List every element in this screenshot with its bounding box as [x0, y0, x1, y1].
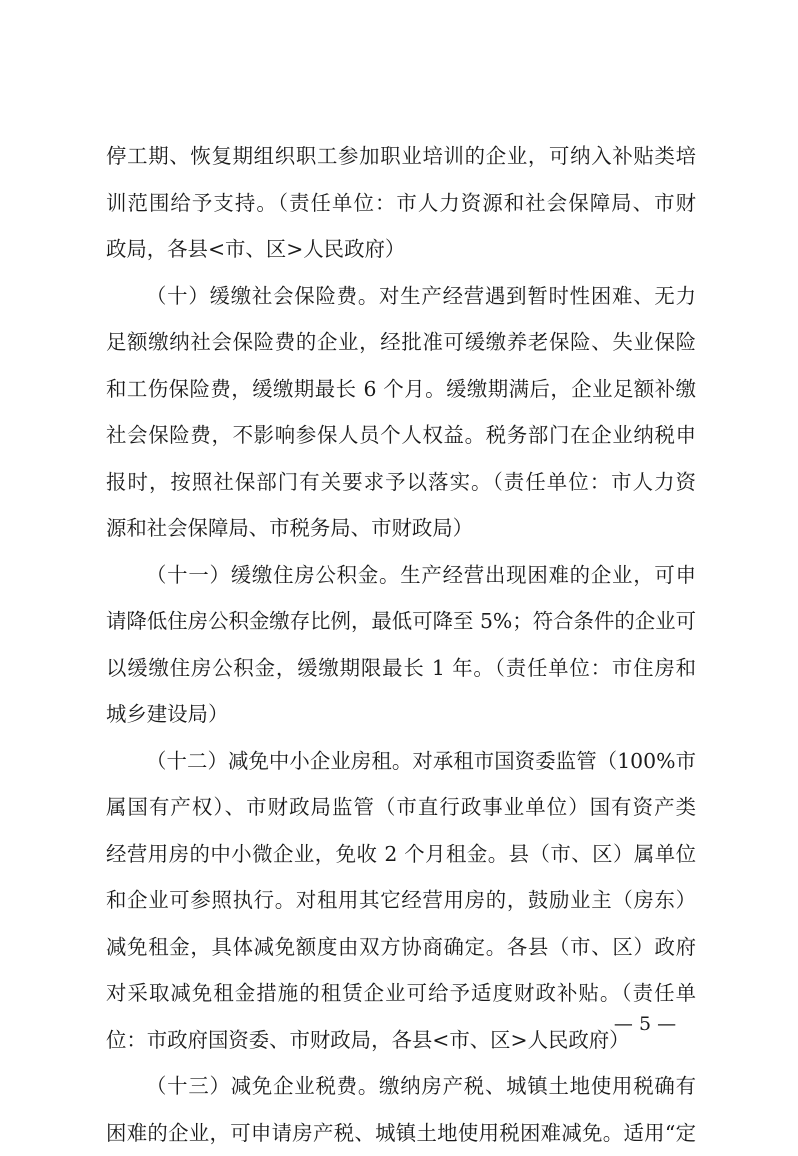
text-line: 城乡建设局） [106, 691, 696, 738]
text-line: 请降低住房公积金缴存比例，最低可降至 5%；符合条件的企业可 [106, 598, 696, 645]
text-line: 减免租金，具体减免额度由双方协商确定。各县（市、区）政府 [106, 924, 696, 971]
text-line: 训范围给予支持。（责任单位：市人力资源和社会保障局、市财 [106, 180, 696, 227]
text-line: 经营用房的中小微企业，免收 2 个月租金。县（市、区）属单位 [106, 831, 696, 878]
body-text [106, 133, 696, 1156]
text-line: （十一）缓缴住房公积金。生产经营出现困难的企业，可申 [106, 552, 696, 599]
text-line: 位：市政府国资委、市财政局，各县<市、区>人民政府） [106, 1017, 696, 1064]
text-line: 和企业可参照执行。对租用其它经营用房的，鼓励业主（房东） [106, 877, 696, 924]
text-line: 属国有产权）、市财政局监管（市直行政事业单位）国有资产类 [106, 784, 696, 831]
text-line: （十三）减免企业税费。缴纳房产税、城镇土地使用税确有 [106, 1063, 696, 1110]
text-line: 社会保险费，不影响参保人员个人权益。税务部门在企业纳税申 [106, 412, 696, 459]
text-line: 源和社会保障局、市税务局、市财政局） [106, 505, 696, 552]
text-line: 以缓缴住房公积金，缓缴期限最长 1 年。（责任单位：市住房和 [106, 645, 696, 692]
text-line: 停工期、恢复期组织职工参加职业培训的企业，可纳入补贴类培 [106, 133, 696, 180]
text-line: 报时，按照社保部门有关要求予以落实。（责任单位：市人力资 [106, 459, 696, 506]
text-line: （十二）减免中小企业房租。对承租市国资委监管（100%市 [106, 738, 696, 785]
text-line: 政局，各县<市、区>人民政府） [106, 226, 696, 273]
text-line: （十）缓缴社会保险费。对生产经营遇到暂时性困难、无力 [106, 273, 696, 320]
text-line: 足额缴纳社会保险费的企业，经批准可缓缴养老保险、失业保险 [106, 319, 696, 366]
text-line: 困难的企业，可申请房产税、城镇土地使用税困难减免。适用“定 [106, 1110, 696, 1156]
text-line: 对采取减免租金措施的租赁企业可给予适度财政补贴。（责任单 [106, 970, 696, 1017]
text-line: 和工伤保险费，缓缴期最长 6 个月。缓缴期满后，企业足额补缴 [106, 366, 696, 413]
page-number: — 5 — [600, 1012, 690, 1036]
